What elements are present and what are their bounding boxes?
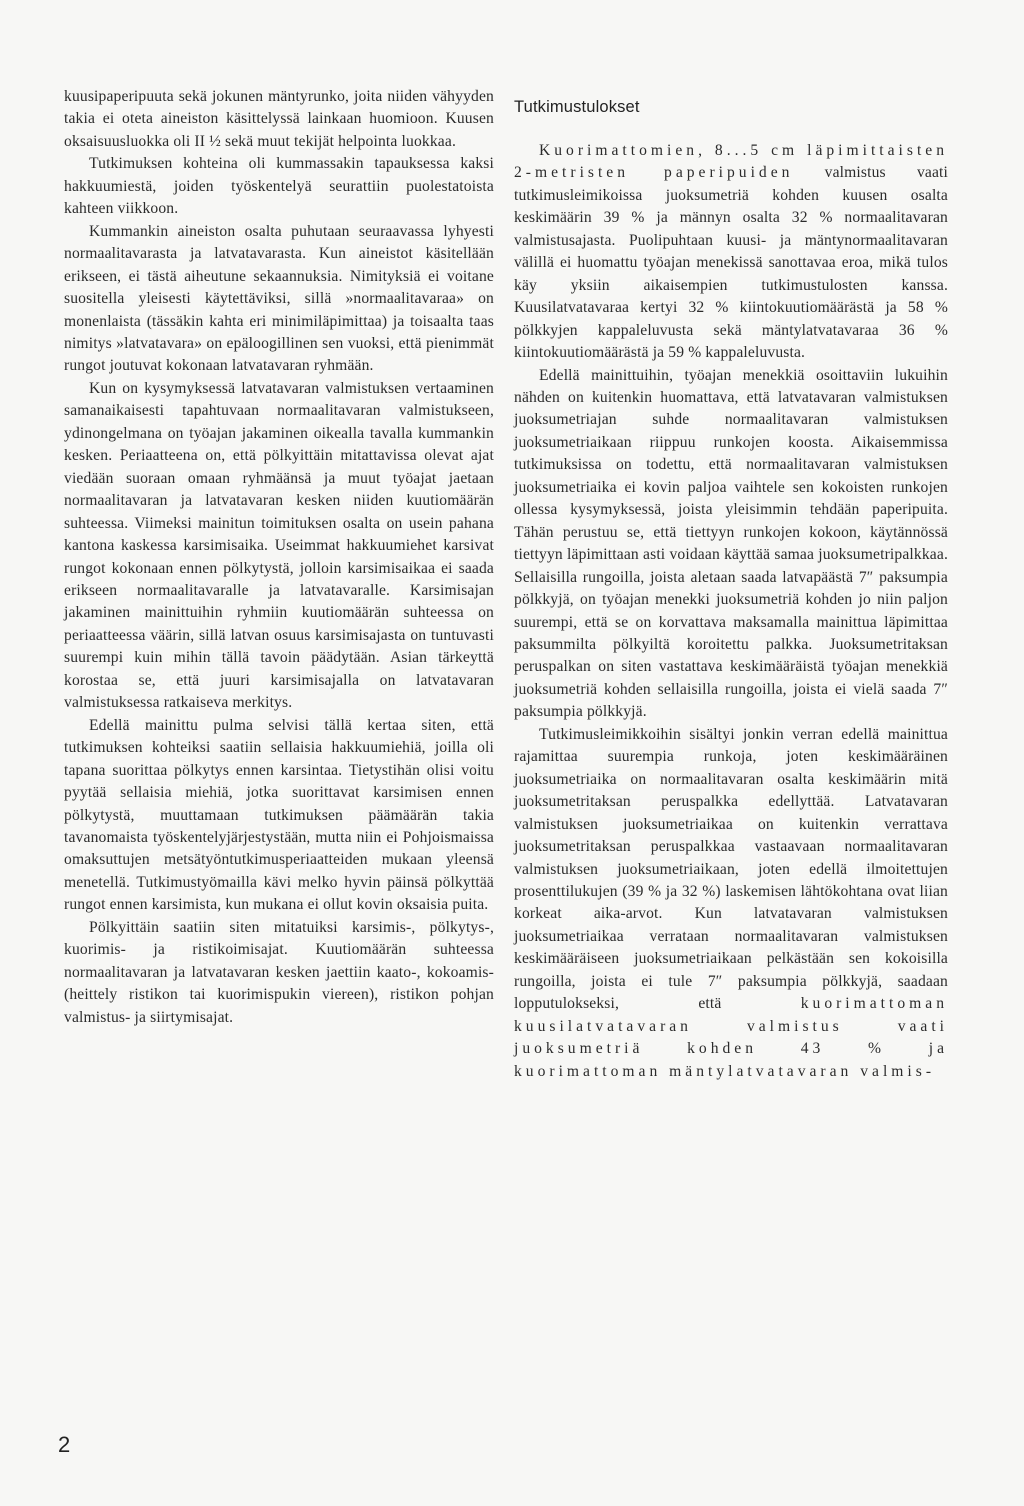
section-heading: Tutkimustulokset (514, 98, 640, 116)
right-paragraph-2: Edellä mainittuihin, työajan menekkiä osoittaviin lukuihin nähden on kuitenkin huomattava, että latvatavaran valmistuksen juoksumetriajan suhde normaalitavaran valmistuksen juoksumetriaikaan riippuu runkojen koosta. Aikaisemmissa tutkimuksissa on todettu, että normaalitavaran valmistuksen juoksumetriaika ei kovin paljoa vaihtele sen kokoisten runkojen ollessa kysymyksessä, joista yleisimmin tehdään paperipuita. Tähän perustuu se, että tiettyyn runkojen kokoon, käytännössä tiettyyn läpimittaan asti voidaan käyttää samaa juoksumetripalkkaa. Sellaisilla rungoilla, joista aletaan saada latvapäästä 7″ paksumpia pölkkyjä, on työajan menekki juoksumetriä kohden jo niin paljon suurempi, että se on korvattava maksamalla mainittua läpimittaa paksummilta pölkyiltä koroitettu palkka. Juoksumetritaksan peruspalkan on siten vastattava keskimääräistä työajan menekkiä juoksumetriä kohden sellaisilla rungoilla, joista ei vielä saada 7″ paksumpia pölkkyjä. (514, 366, 948, 721)
left-paragraph-2: Tutkimuksen kohteina oli kummassakin tapauksessa kaksi hakkuumiestä, joiden työskentelyä seurattiin puolestatoista kahteen viikkoon. (64, 155, 494, 218)
left-paragraph-5: Edellä mainittu pulma selvisi tällä kertaa siten, että tutkimuksen kohteiksi saatiin sellaisia hakkuumiehiä, joilla oli tapana suorittaa pölkytys ennen karsintaa. Tietystihän olisi voitu pyytää sellaisia miehiä, jotka suorittavat karsimisen ennen pölkytystä, muuttamaan tutkimuksen päämäärän takia tavanomaista työskentelyjärjestystään, mutta niin ei Pohjoismaissa omaksuttujen metsätyöntutkimusperiaatteiden mukaan yleensä menetellä. Tutkimustyömailla kävi melko hyvin päinsä pölkyttää rungot ennen karsimista, kun mukana ei ollut kovin oksaisia puita. (64, 716, 494, 914)
left-paragraph-3: Kummankin aineiston osalta puhutaan seuraavassa lyhyesti normaalitavarasta ja latvatavarasta. Kun aineistot käsitellään erikseen, ei tästä aiheutune sekaannuksia. Nimityksiä ei voitane suositella yleisesti käytettäviksi, sillä »normaalitavaraa» on monenlaista (tässäkin kahta eri minimiläpimittaa) ja toisaalta taas nimitys »latvatavara» on epäloogillinen sen vuoksi, että pienimmät rungot joutuvat kokonaan latvatavaran ryhmään. (64, 222, 494, 375)
right-paragraph-3-text: Tutkimusleimikkoihin sisältyi jonkin verran edellä mainittua rajamittaa suurempia runkoja, joten keskimääräinen juoksumetriaika on normaalitavaran osalta keskimäärin mitä juoksumetritaksan peruspalkka edellyttää. Latvatavaran valmistuksen juoksumetriaikaa on kuitenkin verrattava juoksumetritaksan peruspalkkaa vastaavaan normaalitavaran valmistuksen juoksumetriaikaan, joten edellä ilmoitettujen prosenttilukujen (39 % ja 32 %) laskemisen lähtökohtana ovat liian korkeat aika-arvot. Kun latvatavaran valmistuksen juoksumetriaikaa verrataan normaalitavaran valmistuksen keskimääräiseen juoksumetriaikaan pelkästään sen kokoisilla rungoilla, joista ei tule 7″ paksumpia pölkkyjä, saadaan lopputulokseksi, että (514, 725, 948, 1013)
spaced-emphasis-2: kuorimattoman kuusilatvatavaran valmistus vaati juoksumetriä kohden 43 % ja kuorimattoman mäntylatvatavaran valmis- (514, 995, 948, 1080)
left-paragraph-4: Kun on kysymyksessä latvatavaran valmistuksen vertaaminen samanaikaisesti tapahtuvaan normaalitavaran valmistukseen, ydinongelmana on työajan jakaminen oikealla tavalla kummankin kesken. Periaatteena on, että pölkyittäin mitattavissa olevat ajat viedään suoraan omaan ryhmäänsä ja muut työajat jaetaan normaalitavaran ja latvatavaran kesken niiden kuutiomäärän suhteessa. Viimeksi mainitun toimituksen osalta on usein pahana kantona kaskessa karsimisaika. Useimmat hakkuumiehet karsivat rungot kokonaan ennen pölkytystä, jolloin karsimisaikaa ei saada erikseen normaalitavaralle ja latvatavaralle. Karsimisajan jakaminen mainittuihin ryhmiin kuutiomäärän suhteessa on periaatteessa väärin, sillä latvan osuus karsimisajasta on tuntuvasti suurempi kuin mihin tällä tavoin päädytään. Asian tärkeyttä korostaa se, että juuri karsimisajalla on latvatavaran valmistuksessa ratkaiseva merkitys. (64, 379, 494, 712)
right-column (514, 86, 948, 1083)
right-paragraph-1 (514, 140, 948, 365)
page-number: 2 (58, 1432, 71, 1457)
left-paragraph-6: Pölkyittäin saatiin siten mitatuiksi karsimis-, pölkytys-, kuorimis- ja ristikoimisajat. Kuutiomäärän suhteessa normaalitavaran ja latvatavaran kesken jaettiin kaato-, kokoamis- (heittely ristikon tai kuorimispukin viereen), ristikon pohjan valmistus- ja siirtymisajat. (64, 918, 494, 1026)
left-paragraph-1: kuusipaperipuuta sekä jokunen mäntyrunko, joita niiden vähyyden takia ei oteta aineiston käsittelyssä lainkaan huomioon. Kuusen oksaisuusluokka oli II ½ sekä muut tekijät helpointa luokkaa. (64, 88, 494, 150)
spaced-emphasis-1: Kuorimattomien, 8...5 cm läpimittaisten 2-metristen paperipuiden (514, 142, 948, 182)
right-paragraph-1-text: valmistus vaati tutkimusleimikoissa juoksumetriä kohden kuusen osalta keskimäärin 39 % ja männyn osalta 32 % normaalitavaran valmistusajasta. Puolipuhtaan kuusi- ja mäntynormaalitavaran välillä ei huomattu työajan menekissä sanottavaa eroa, mikä tulos käy yksiin aikaisempien tutkimustulosten kanssa. Kuusilatvatavaraa kertyi 32 % kiintokuutiomäärästä ja 58 % pölkkyjen kappaleluvusta sekä mäntylatvatavaraa 36 % kiintokuutiomäärästä ja 59 % kappaleluvusta. (514, 164, 948, 362)
left-column (64, 86, 494, 1029)
right-paragraph-3 (514, 724, 948, 1083)
